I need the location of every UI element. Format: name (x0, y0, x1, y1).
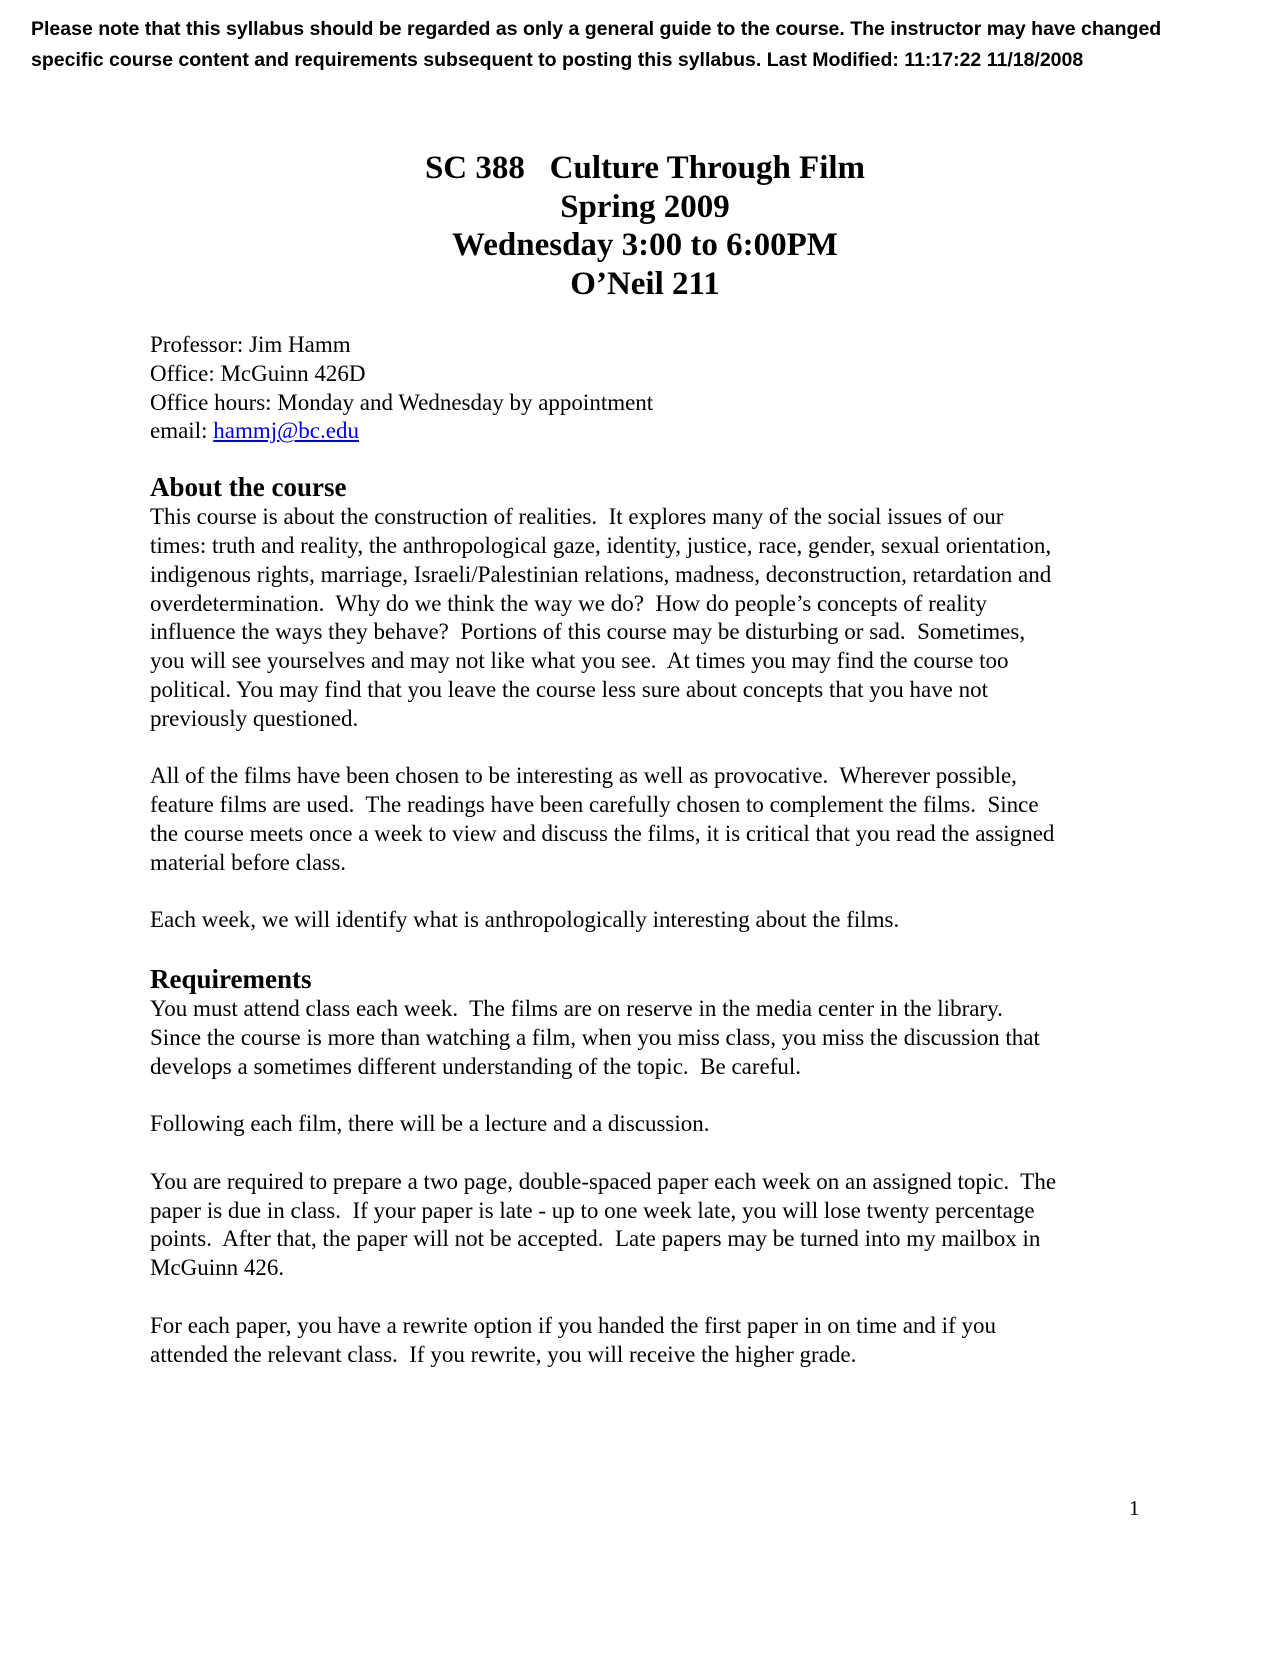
text-line: This course is about the construction of realities. It explores many of the social issues of our (150, 504, 1004, 530)
about-heading: About the course (150, 472, 347, 503)
paragraph (150, 1312, 1160, 1370)
text-line: For each paper, you have a rewrite option if you handed the first paper in on time and if you (150, 1312, 996, 1338)
text-line: times: truth and reality, the anthropological gaze, identity, justice, race, gender, sexual orientation, (150, 532, 1052, 558)
professor: Professor: Jim Hamm (150, 332, 351, 357)
course-title (0, 149, 1280, 303)
text-line: the course meets once a week to view and discuss the films, it is critical that you read the assigned (150, 820, 1055, 846)
paragraph (150, 503, 1160, 733)
course-room: O’Neil 211 (570, 265, 720, 302)
paragraph (150, 762, 1160, 877)
text-line: Following each film, there will be a lecture and a discussion. (150, 1111, 710, 1137)
email-label: email: (150, 418, 214, 444)
paragraph (150, 906, 1160, 935)
text-line: paper is due in class. If your paper is late - up to one week late, you will lose twenty percentage (150, 1197, 1035, 1223)
instructor-info (150, 331, 1160, 446)
text-line: develops a sometimes different understanding of the topic. Be careful. (150, 1053, 802, 1079)
paragraph (150, 1110, 1160, 1139)
text-line: indigenous rights, marriage, Israeli/Palestinian relations, madness, deconstruction, retardation and (150, 561, 1052, 587)
office-hours: Office hours: Monday and Wednesday by appointment (150, 389, 654, 415)
paragraph (150, 995, 1160, 1081)
text-line: previously questioned. (150, 705, 359, 731)
requirements-heading: Requirements (150, 963, 312, 994)
paragraph (150, 1168, 1160, 1283)
about-section (150, 503, 1160, 935)
text-line: overdetermination. Why do we think the way we do? How do people’s concepts of reality (150, 590, 987, 616)
office: Office: McGuinn 426D (150, 360, 366, 386)
notice-line: specific course content and requirements subsequent to posting this syllabus. Last Modified: 11:17:22 11/18/2008 (31, 49, 1084, 71)
text-line: You must attend class each week. The films are on reserve in the media center in the library. (150, 995, 1003, 1021)
page-number: 1 (1129, 1496, 1140, 1520)
text-line: you will see yourselves and may not like what you see. At times you may find the course too (150, 648, 1009, 674)
text-line: All of the films have been chosen to be interesting as well as provocative. Wherever possible, (150, 763, 1017, 789)
notice-line: Please note that this syllabus should be regarded as only a general guide to the course. The instructor may have changed (31, 18, 1162, 40)
text-line: material before class. (150, 849, 347, 875)
course-time: Wednesday 3:00 to 6:00PM (452, 227, 838, 263)
text-line: influence the ways they behave? Portions of this course may be disturbing or sad. Sometimes, (150, 619, 1026, 645)
text-line: Since the course is more than watching a film, when you miss class, you miss the discussion that (150, 1024, 1040, 1050)
text-line: feature films are used. The readings have been carefully chosen to complement the films. Since (150, 792, 1039, 818)
text-line: points. After that, the paper will not be accepted. Late papers may be turned into my mailbox in (150, 1226, 1041, 1252)
course-term: Spring 2009 (560, 188, 730, 225)
text-line: McGuinn 426. (150, 1255, 285, 1281)
email-line (150, 417, 1160, 446)
email-link[interactable]: hammj@bc.edu (213, 418, 359, 444)
text-line: You are required to prepare a two page, double-spaced paper each week on an assigned topic. The (150, 1168, 1057, 1194)
syllabus-notice (31, 14, 1161, 76)
text-line: political. You may find that you leave the course less sure about concepts that you have not (150, 676, 989, 702)
text-line: attended the relevant class. If you rewrite, you will receive the higher grade. (150, 1341, 857, 1367)
text-line: Each week, we will identify what is anthropologically interesting about the films. (150, 907, 900, 933)
course-name: SC 388 Culture Through Film (424, 150, 866, 186)
document-body (150, 331, 1160, 1398)
requirements-section (150, 995, 1160, 1369)
